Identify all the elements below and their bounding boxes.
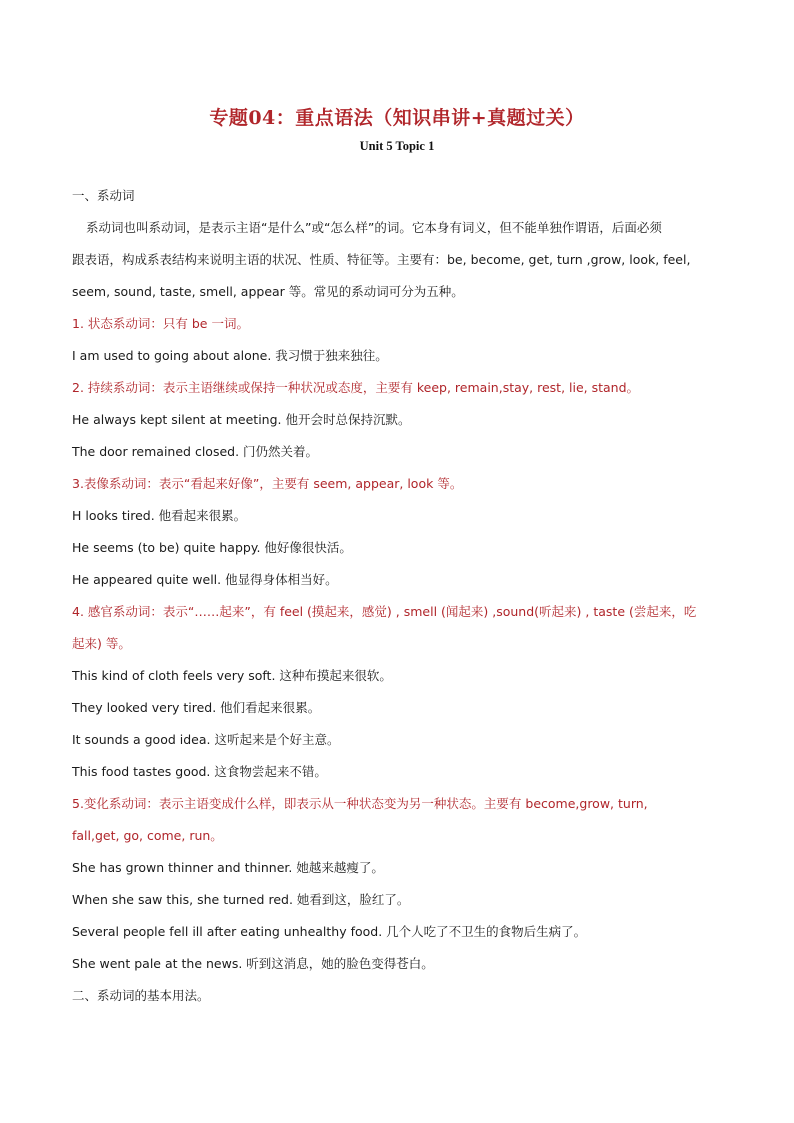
example-sentence: When she saw this, she turned red. 她看到这，脸红了。 xyxy=(72,892,410,907)
example-sentence: This food tastes good. 这食物尝起来不错。 xyxy=(72,764,327,779)
example-sentence: They looked very tired. 他们看起来很累。 xyxy=(72,700,321,715)
example-sentence: She has grown thinner and thinner. 她越来越瘦了。 xyxy=(72,860,384,875)
example-sentence: He always kept silent at meeting. 他开会时总保持沉默。 xyxy=(72,412,411,427)
page-title: 专题04：重点语法（知识串讲+真题过关） xyxy=(209,107,585,129)
type-heading-2: 2. 持续系动词：表示主语继续或保持一种状况或态度，主要有 keep, remain,stay, rest, lie, stand。 xyxy=(72,380,640,395)
intro-line: 跟表语，构成系表结构来说明主语的状况、性质、特征等。主要有：be, become, get, turn ,grow, look, feel, xyxy=(72,252,691,267)
intro-line: 系动词也叫系动词，是表示主语“是什么”或“怎么样”的词。它本身有词义，但不能单独作谓语，后面必须 xyxy=(86,220,662,235)
example-sentence: The door remained closed. 门仍然关着。 xyxy=(72,444,319,459)
example-sentence: He seems (to be) quite happy. 他好像很快活。 xyxy=(72,540,352,555)
type-heading-5-cont: fall,get, go, come, run。 xyxy=(72,828,223,843)
example-sentence: Several people fell ill after eating unhealthy food. 几个人吃了不卫生的食物后生病了。 xyxy=(72,924,587,939)
example-sentence: H looks tired. 他看起来很累。 xyxy=(72,508,247,523)
type-heading-4-cont: 起来) 等。 xyxy=(72,636,131,651)
section-heading-2: 二、系动词的基本用法。 xyxy=(72,988,210,1003)
example-sentence: She went pale at the news. 听到这消息，她的脸色变得苍白。 xyxy=(72,956,434,971)
type-heading-4: 4. 感官系动词：表示“……起来”，有 feel (摸起来，感觉) , smell (闻起来) ,sound(听起来) , taste (尝起来，吃 xyxy=(72,604,697,619)
type-heading-3: 3.表像系动词：表示“看起来好像”，主要有 seem, appear, look 等。 xyxy=(72,476,463,491)
example-sentence: This kind of cloth feels very soft. 这种布摸起来很软。 xyxy=(72,668,392,683)
type-heading-5: 5.变化系动词：表示主语变成什么样，即表示从一种状态变为另一种状态。主要有 become,grow, turn, xyxy=(72,796,648,811)
example-sentence: I am used to going about alone. 我习惯于独来独往。 xyxy=(72,348,388,363)
intro-line: seem, sound, taste, smell, appear 等。常见的系动词可分为五种。 xyxy=(72,284,464,299)
page-subtitle: Unit 5 Topic 1 xyxy=(359,139,435,153)
example-sentence: It sounds a good idea. 这听起来是个好主意。 xyxy=(72,732,340,747)
example-sentence: He appeared quite well. 他显得身体相当好。 xyxy=(72,572,338,587)
section-heading-1: 一、系动词 xyxy=(72,188,135,203)
type-heading-1: 1. 状态系动词：只有 be 一词。 xyxy=(72,316,249,331)
